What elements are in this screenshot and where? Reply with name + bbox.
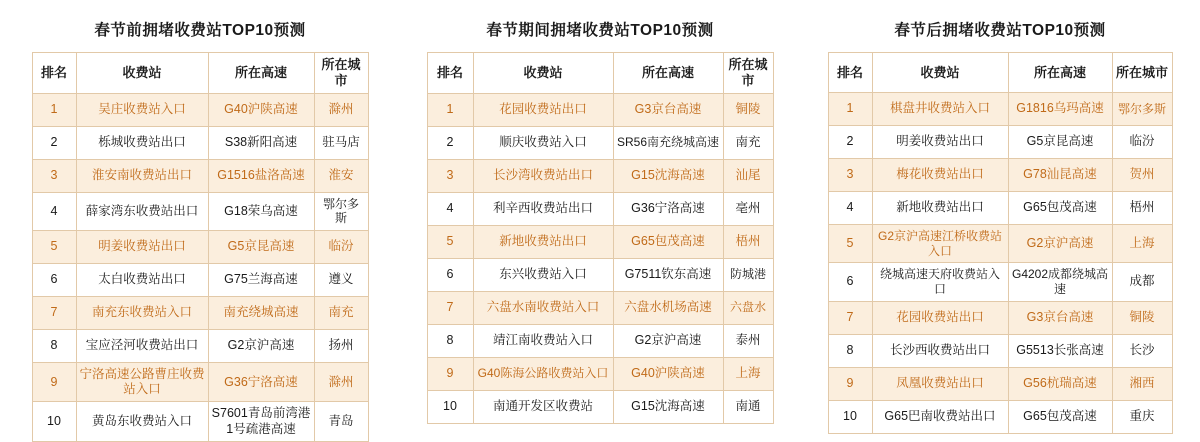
- cell-station: 靖江南收费站入口: [473, 324, 613, 357]
- column-header-station: 收费站: [76, 53, 208, 94]
- cell-station: 薛家湾东收费站出口: [76, 192, 208, 230]
- cell-rank: 8: [828, 334, 872, 367]
- table-row: [427, 126, 773, 159]
- cell-highway: G65包茂高速: [1008, 192, 1112, 225]
- cell-highway: G3京台高速: [613, 93, 723, 126]
- cell-city: 泰州: [723, 324, 773, 357]
- column-header-rank: 排名: [427, 53, 473, 94]
- cell-highway: G5513长张高速: [1008, 334, 1112, 367]
- cell-rank: 9: [828, 367, 872, 400]
- cell-city: 梧州: [1112, 192, 1172, 225]
- column-header-city: 所在城市: [314, 53, 368, 94]
- cell-highway: G2京沪高速: [208, 329, 314, 362]
- cell-highway: S38新阳高速: [208, 126, 314, 159]
- cell-city: 铜陵: [1112, 301, 1172, 334]
- cell-city: 淮安: [314, 159, 368, 192]
- cell-city: 临汾: [314, 230, 368, 263]
- cell-station: 南充东收费站入口: [76, 296, 208, 329]
- cell-rank: 7: [32, 296, 76, 329]
- cell-highway: 南充绕城高速: [208, 296, 314, 329]
- cell-highway: G5京昆高速: [1008, 126, 1112, 159]
- cell-station: 顺庆收费站入口: [473, 126, 613, 159]
- cell-station: 宝应泾河收费站出口: [76, 329, 208, 362]
- cell-city: 长沙: [1112, 334, 1172, 367]
- cell-station: 花园收费站出口: [473, 93, 613, 126]
- table-row: [32, 296, 368, 329]
- cell-station: 六盘水南收费站入口: [473, 291, 613, 324]
- cell-rank: 10: [828, 400, 872, 433]
- table-header-row: [427, 53, 773, 94]
- cell-city: 驻马店: [314, 126, 368, 159]
- table-row: [32, 402, 368, 442]
- table-row: [828, 126, 1172, 159]
- cell-city: 鄂尔多斯: [1112, 93, 1172, 126]
- cell-station: 太白收费站出口: [76, 263, 208, 296]
- cell-highway: G2京沪高速: [1008, 225, 1112, 263]
- rank-table: [32, 52, 369, 442]
- cell-rank: 6: [32, 263, 76, 296]
- cell-rank: 2: [32, 126, 76, 159]
- cell-city: 六盘水: [723, 291, 773, 324]
- cell-rank: 8: [32, 329, 76, 362]
- table-row: [427, 93, 773, 126]
- cell-city: 防城港: [723, 258, 773, 291]
- table-row: [32, 192, 368, 230]
- cell-highway: G36宁洛高速: [613, 192, 723, 225]
- cell-rank: 4: [828, 192, 872, 225]
- cell-rank: 9: [32, 362, 76, 402]
- cell-city: 南通: [723, 390, 773, 423]
- cell-station: 淮安南收费站出口: [76, 159, 208, 192]
- cell-station: 凤凰收费站出口: [872, 367, 1008, 400]
- cell-city: 贺州: [1112, 159, 1172, 192]
- table-row: [32, 230, 368, 263]
- rank-table: [828, 52, 1173, 434]
- table-row: [32, 159, 368, 192]
- cell-station: 新地收费站出口: [473, 225, 613, 258]
- cell-rank: 3: [828, 159, 872, 192]
- table-row: [828, 93, 1172, 126]
- cell-station: 南通开发区收费站: [473, 390, 613, 423]
- cell-city: 滁州: [314, 362, 368, 402]
- cell-station: 长沙湾收费站出口: [473, 159, 613, 192]
- table-row: [427, 324, 773, 357]
- cell-rank: 1: [32, 93, 76, 126]
- column-header-station: 收费站: [473, 53, 613, 94]
- cell-rank: 10: [427, 390, 473, 423]
- table-header-row: [32, 53, 368, 94]
- column-header-rank: 排名: [828, 53, 872, 93]
- cell-station: 明姜收费站出口: [872, 126, 1008, 159]
- table-row: [427, 192, 773, 225]
- table-row: [32, 126, 368, 159]
- cell-rank: 7: [828, 301, 872, 334]
- cell-station: 吴庄收费站入口: [76, 93, 208, 126]
- cell-station: 宁洛高速公路曹庄收费站入口: [76, 362, 208, 402]
- cell-highway: G36宁洛高速: [208, 362, 314, 402]
- table-row: [427, 159, 773, 192]
- cell-highway: G4202成都绕城高速: [1008, 263, 1112, 301]
- table-row: [427, 258, 773, 291]
- cell-rank: 6: [828, 263, 872, 301]
- panel-after-festival: [800, 0, 1200, 441]
- table-row: [32, 329, 368, 362]
- table-row: [828, 192, 1172, 225]
- cell-station: 绕城高速天府收费站入口: [872, 263, 1008, 301]
- cell-rank: 5: [32, 230, 76, 263]
- table-row: [828, 367, 1172, 400]
- table-row: [427, 225, 773, 258]
- cell-station: 黄岛东收费站入口: [76, 402, 208, 442]
- cell-highway: 六盘水机场高速: [613, 291, 723, 324]
- cell-city: 南充: [314, 296, 368, 329]
- cell-city: 南充: [723, 126, 773, 159]
- cell-rank: 5: [427, 225, 473, 258]
- cell-city: 临汾: [1112, 126, 1172, 159]
- column-header-city: 所在城市: [1112, 53, 1172, 93]
- cell-rank: 8: [427, 324, 473, 357]
- cell-city: 汕尾: [723, 159, 773, 192]
- cell-highway: G15沈海高速: [613, 390, 723, 423]
- column-header-station: 收费站: [872, 53, 1008, 93]
- column-header-highway: 所在高速: [1008, 53, 1112, 93]
- cell-rank: 1: [427, 93, 473, 126]
- cell-highway: G78汕昆高速: [1008, 159, 1112, 192]
- cell-city: 遵义: [314, 263, 368, 296]
- cell-station: 花园收费站出口: [872, 301, 1008, 334]
- panel-title: 春节后拥堵收费站TOP10预测: [894, 22, 1106, 39]
- cell-station: 梅花收费站出口: [872, 159, 1008, 192]
- cell-highway: G18荣乌高速: [208, 192, 314, 230]
- cell-rank: 3: [32, 159, 76, 192]
- table-row: [427, 390, 773, 423]
- cell-station: 长沙西收费站出口: [872, 334, 1008, 367]
- table-row: [32, 93, 368, 126]
- cell-rank: 1: [828, 93, 872, 126]
- cell-highway: SR56南充绕城高速: [613, 126, 723, 159]
- cell-station: G2京沪高速江桥收费站入口: [872, 225, 1008, 263]
- table-row: [427, 357, 773, 390]
- cell-station: G65巴南收费站出口: [872, 400, 1008, 433]
- table-row: [32, 263, 368, 296]
- cell-highway: G2京沪高速: [613, 324, 723, 357]
- cell-highway: G40沪陕高速: [613, 357, 723, 390]
- column-header-city: 所在城市: [723, 53, 773, 94]
- cell-rank: 7: [427, 291, 473, 324]
- table-row: [828, 263, 1172, 301]
- cell-highway: G1516盐洛高速: [208, 159, 314, 192]
- table-row: [828, 225, 1172, 263]
- cell-highway: G56杭瑞高速: [1008, 367, 1112, 400]
- cell-station: 东兴收费站入口: [473, 258, 613, 291]
- column-header-rank: 排名: [32, 53, 76, 94]
- cell-highway: G15沈海高速: [613, 159, 723, 192]
- cell-highway: G3京台高速: [1008, 301, 1112, 334]
- table-row: [32, 362, 368, 402]
- cell-city: 鄂尔多斯: [314, 192, 368, 230]
- cell-rank: 9: [427, 357, 473, 390]
- cell-station: 棋盘井收费站入口: [872, 93, 1008, 126]
- panel-during-festival: [400, 0, 800, 441]
- cell-highway: G65包茂高速: [613, 225, 723, 258]
- cell-highway: G1816乌玛高速: [1008, 93, 1112, 126]
- table-row: [828, 400, 1172, 433]
- cell-rank: 4: [32, 192, 76, 230]
- table-row: [828, 301, 1172, 334]
- cell-city: 上海: [723, 357, 773, 390]
- cell-highway: G40沪陕高速: [208, 93, 314, 126]
- panel-before-festival: [0, 0, 400, 441]
- cell-city: 成都: [1112, 263, 1172, 301]
- cell-highway: G7511钦东高速: [613, 258, 723, 291]
- column-header-highway: 所在高速: [613, 53, 723, 94]
- cell-station: 栎城收费站出口: [76, 126, 208, 159]
- cell-city: 滁州: [314, 93, 368, 126]
- cell-station: 新地收费站出口: [872, 192, 1008, 225]
- cell-highway: G5京昆高速: [208, 230, 314, 263]
- cell-rank: 2: [828, 126, 872, 159]
- cell-rank: 3: [427, 159, 473, 192]
- cell-city: 湘西: [1112, 367, 1172, 400]
- panel-title: 春节前拥堵收费站TOP10预测: [94, 22, 306, 39]
- cell-station: G40陈海公路收费站入口: [473, 357, 613, 390]
- cell-rank: 5: [828, 225, 872, 263]
- cell-city: 青岛: [314, 402, 368, 442]
- cell-rank: 4: [427, 192, 473, 225]
- panel-title: 春节期间拥堵收费站TOP10预测: [486, 22, 714, 39]
- cell-highway: S7601青岛前湾港1号疏港高速: [208, 402, 314, 442]
- cell-city: 亳州: [723, 192, 773, 225]
- cell-rank: 2: [427, 126, 473, 159]
- table-row: [427, 291, 773, 324]
- cell-city: 扬州: [314, 329, 368, 362]
- cell-station: 明姜收费站出口: [76, 230, 208, 263]
- table-row: [828, 159, 1172, 192]
- rank-table: [427, 52, 774, 424]
- cell-city: 梧州: [723, 225, 773, 258]
- cell-rank: 10: [32, 402, 76, 442]
- cell-city: 上海: [1112, 225, 1172, 263]
- cell-city: 铜陵: [723, 93, 773, 126]
- cell-highway: G75兰海高速: [208, 263, 314, 296]
- cell-rank: 6: [427, 258, 473, 291]
- cell-city: 重庆: [1112, 400, 1172, 433]
- cell-station: 利辛西收费站出口: [473, 192, 613, 225]
- table-header-row: [828, 53, 1172, 93]
- column-header-highway: 所在高速: [208, 53, 314, 94]
- table-row: [828, 334, 1172, 367]
- cell-highway: G65包茂高速: [1008, 400, 1112, 433]
